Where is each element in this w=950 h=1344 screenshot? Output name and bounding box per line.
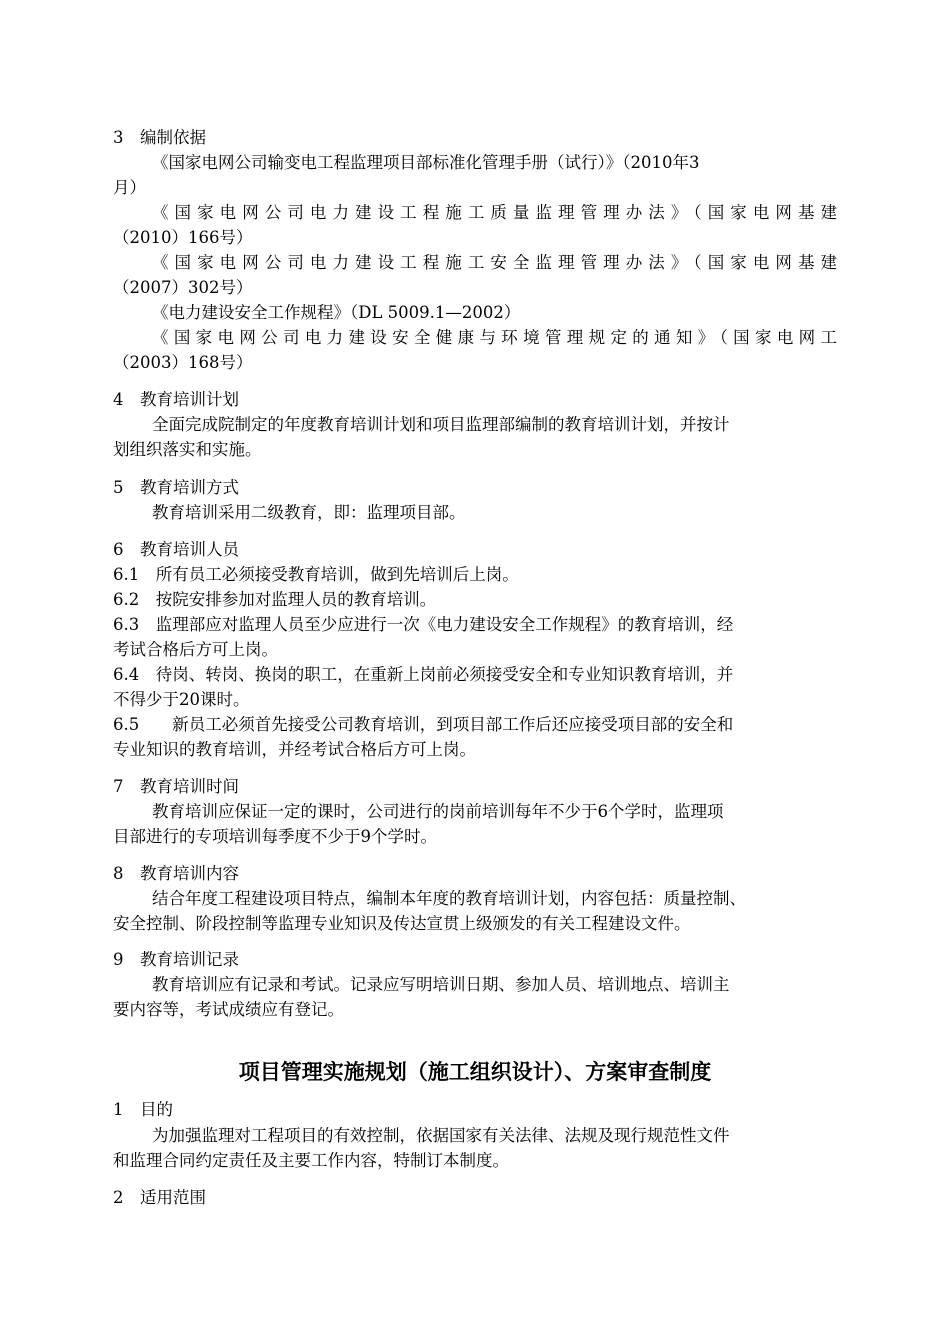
paragraph-4-cont: 划组织落实和实施。 [113, 440, 262, 459]
heading-7: 7 教育培训时间 [113, 777, 239, 796]
reference-2: 《国家电网公司电力建设工程施工质量监理管理办法》（国家电网基建 [152, 203, 837, 222]
item-6-2: 6.2 按院安排参加对监理人员的教育培训。 [113, 590, 437, 609]
heading-1-purpose: 1 目的 [113, 1100, 173, 1119]
heading-6: 6 教育培训人员 [113, 540, 239, 559]
heading-8: 8 教育培训内容 [113, 864, 239, 883]
paragraph-purpose: 为加强监理对工程项目的有效控制，依据国家有关法律、法规及现行规范性文件 [152, 1126, 730, 1145]
paragraph-7: 教育培训应保证一定的课时，公司进行的岗前培训每年不少于6个学时，监理项 [152, 802, 724, 821]
paragraph-9-cont: 要内容等，考试成绩应有登记。 [113, 1000, 344, 1019]
paragraph-8: 结合年度工程建设项目特点，编制本年度的教育培训计划，内容包括：质量控制、 [152, 889, 746, 908]
reference-3: 《国家电网公司电力建设工程施工安全监理管理办法》（国家电网基建 [152, 253, 837, 272]
heading-2-scope: 2 适用范围 [113, 1188, 206, 1207]
paragraph-7-cont: 目部进行的专项培训每季度不少于9个学时。 [113, 827, 437, 846]
reference-4: 《电力建设安全工作规程》（DL 5009.1—2002） [152, 303, 521, 322]
paragraph-9: 教育培训应有记录和考试。记录应写明培训日期、参加人员、培训地点、培训主 [152, 975, 730, 994]
item-6-4-cont: 不得少于20课时。 [113, 690, 250, 709]
paragraph-4: 全面完成院制定的年度教育培训计划和项目监理部编制的教育培训计划，并按计 [152, 415, 730, 434]
reference-2-cont: （2010）166号） [113, 228, 253, 247]
reference-5: 《国家电网公司电力建设安全健康与环境管理规定的通知》（国家电网工 [152, 328, 837, 347]
reference-5-cont: （2003）168号） [113, 353, 253, 372]
paragraph-5: 教育培训采用二级教育，即：监理项目部。 [152, 503, 466, 522]
item-6-4: 6.4 待岗、转岗、换岗的职工，在重新上岗前必须接受安全和专业知识教育培训，并 [113, 665, 734, 684]
heading-4: 4 教育培训计划 [113, 390, 239, 409]
item-6-3-cont: 考试合格后方可上岗。 [113, 640, 278, 659]
item-6-3: 6.3 监理部应对监理人员至少应进行一次《电力建设安全工作规程》的教育培训，经 [113, 615, 734, 634]
item-6-5: 6.5 新员工必须首先接受公司教育培训，到项目部工作后还应接受项目部的安全和 [113, 715, 734, 734]
reference-3-cont: （2007）302号） [113, 278, 253, 297]
heading-3: 3 编制依据 [113, 128, 206, 147]
paragraph-purpose-cont: 和监理合同约定责任及主要工作内容，特制订本制度。 [113, 1151, 509, 1170]
item-6-1: 6.1 所有员工必须接受教育培训，做到先培训后上岗。 [113, 565, 519, 584]
heading-5: 5 教育培训方式 [113, 478, 239, 497]
reference-1-cont: 月） [113, 178, 146, 197]
paragraph-8-cont: 安全控制、阶段控制等监理专业知识及传达宣贯上级颁发的有关工程建设文件。 [113, 914, 691, 933]
item-6-5-cont: 专业知识的教育培训，并经考试合格后方可上岗。 [113, 740, 476, 759]
reference-1: 《国家电网公司输变电工程监理项目部标准化管理手册（试行）》（2010年3 [152, 153, 700, 172]
section-title: 项目管理实施规划（施工组织设计）、方案审查制度 [238, 1060, 712, 1084]
heading-9: 9 教育培训记录 [113, 950, 239, 969]
